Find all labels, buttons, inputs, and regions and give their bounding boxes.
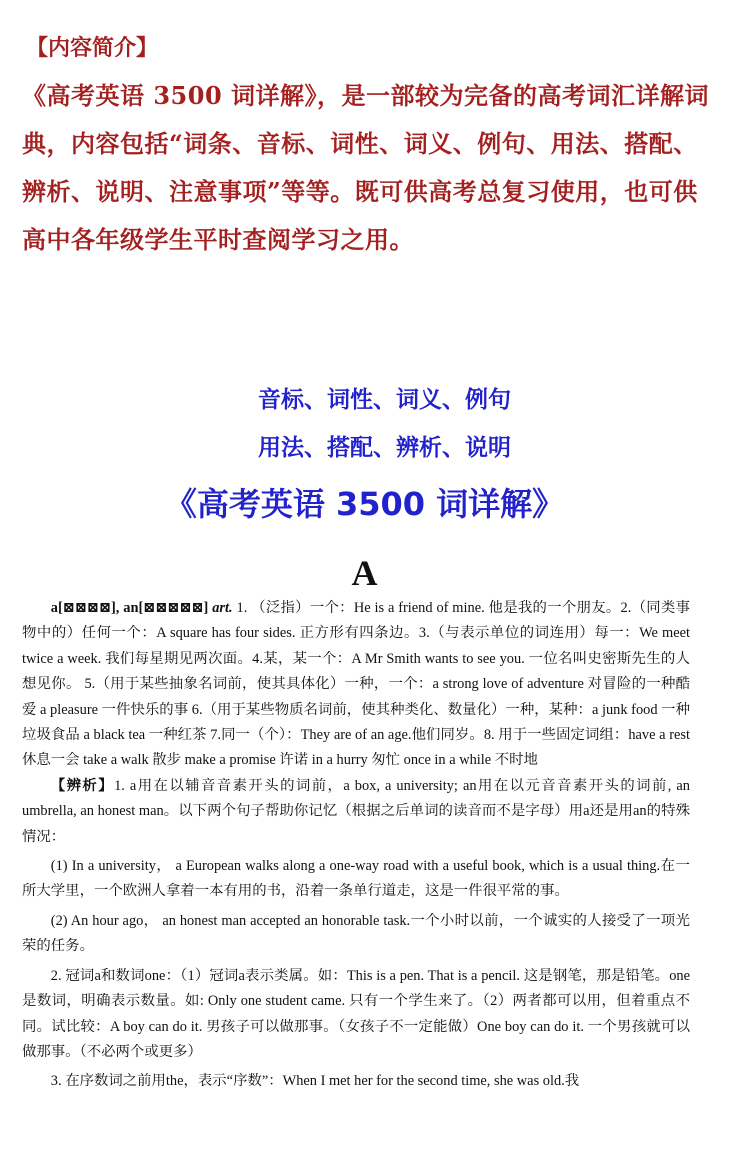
bianxi-point-2: 2. 冠词a和数词one：（1）冠词a表示类属。如：This is a pen. That is a pencil. 这是钢笔，那是铅笔。one是数词，明确表示数量。如: Only one student came. 只有一个学生来了。（2）两者都可以用，但着重点不同。试比较：A boy can do it. 男孩子可以做那事。（女孩子不一定能做）One boy can do it. 一个男孩就可以做那事。（不必两个或更多） [22,967,690,1060]
entry-pos: art. [212,600,233,616]
example-sentence-2: (2) An hour ago， an honest man accepted an honorable task.一个小时以前，一个诚实的人接受了一项光荣的任务。 [22,912,690,955]
banner-line-1: 音标、词性、词义、例句 [258,387,511,413]
book-title: 《高考英语 3500 词详解》 [164,485,565,523]
section-letter: A [351,553,378,593]
bianxi-paragraph [22,774,690,850]
intro-paragraph: 《高考英语 3500 词详解》，是一部较为完备的高考词汇详解词典，内容包括“词条、音标、词性、词义、例句、用法、搭配、辨析、说明、注意事项”等等。既可供高考总复习使用，也可供高中各年级学生平时查阅学习之用。 [22,81,710,254]
bianxi-label: 【辨析】 [50,777,115,794]
dictionary-entry [22,596,690,1095]
bianxi-point-3: 3. 在序数词之前用the，表示“序数”：When I met her for the second time, she was old.我 [50,1073,580,1090]
example-sentence-1: (1) In a university， a European walks along a one-way road with a useful book, which is a usual thing.在一所大学里，一个欧洲人拿着一本有用的书，沿着一条单行道走，这是一件很平常的事。 [22,858,690,900]
entry-definitions [22,596,690,774]
entry-headword: a[⊠⊠⊠⊠], an[⊠⊠⊠⊠⊠] [50,600,209,616]
entry-definition-text: 1. （泛指）一个：He is a friend of mine. 他是我的一个朋友。2.（同类事物中的）任何一个：A square has four sides. 正方形有四条边。3.（与表示单位的词连用）每一：We meet twice a week. 我们每星期见两次面。4.某，某一个：A Mr Smith wants to see you. 一位名叫史密斯先生的人想见你。 5.（用于某些抽象名词前，使其具体化）一种，一个：a strong love of adventure 对冒险的一种酷爱 a pleasure 一件快乐的事 6.（用于某些物质名词前，使其种类化、数量化）一种，某种：a junk food 一种垃圾食品 a black tea 一种红茶 7.同一（个）：They are of an age.他们同岁。8. 用于一些固定词组：have a rest 休息一会 take a walk 散步 make a promise 许诺 in a hurry 匆忙 once in a while 不时地 [22,600,690,769]
bianxi-point-1: 1. a用在以辅音音素开头的词前，a box, a university; an用在以元音音素开头的词前, an umbrella, an honest man。以下两个句子帮助你记忆（根据之后单词的读音而不是字母）用a还是用an的特殊情况： [22,777,690,845]
intro-section [22,30,712,264]
title-banner [0,376,729,530]
intro-heading: 【内容简介】 [26,35,159,61]
banner-line-2: 用法、搭配、辨析、说明 [258,435,511,461]
